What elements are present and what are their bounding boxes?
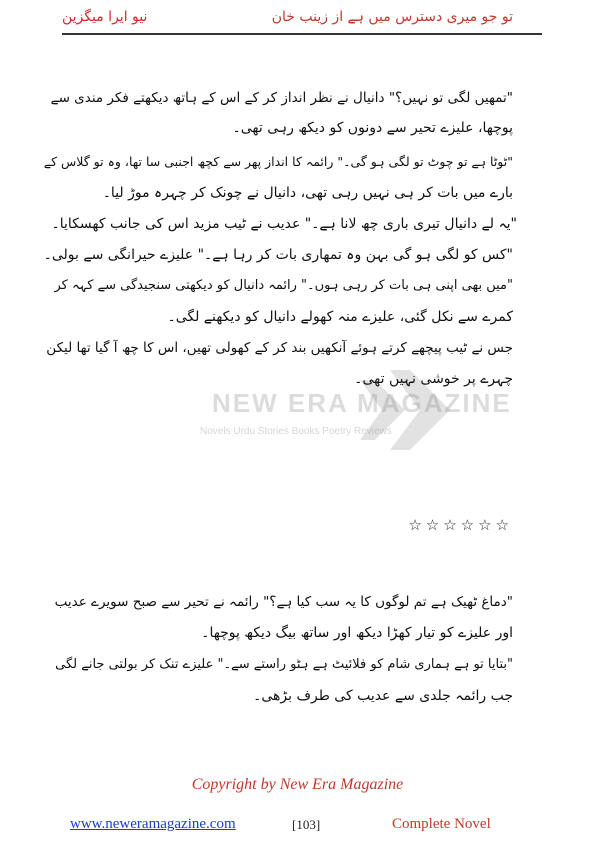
header-brand: نیو ایرا میگزین — [62, 9, 148, 25]
copyright-notice: Copyright by New Era Magazine — [191, 776, 404, 793]
text-line: کمرے سے نکل گئی، علیزے منہ کھولے دانیال کو دیکھنے لگی۔ — [167, 309, 513, 325]
text-line: "بتایا تو ہے ہماری شام کو فلائیٹ ہے ہٹو راستے سے۔" علیزے تنک کر بولتی جانے لگی — [55, 657, 513, 672]
text-line: "یہ لے دانیال تیری باری چھ لانا ہے۔" عدیب نے ٹیب مزید اس کی جانب کھسکایا۔ — [51, 216, 517, 232]
text-line: "کس کو لگی ہو گی بہن وہ تمھاری بات کر رہا ہے۔" علیزے حیرانگی سے بولی۔ — [43, 247, 513, 263]
text-line: "دماغ ٹھیک ہے تم لوگوں کا یہ سب کیا ہے؟" رائمہ نے تحیر سے صبح سویرے عدیب — [54, 594, 513, 610]
header-novel-title: تو جو میری دسترس میں ہے از زینب خان — [271, 9, 513, 25]
header-divider — [62, 33, 542, 35]
section-separator: ☆☆☆☆☆☆ — [408, 516, 513, 534]
text-line: اور علیزے کو تیار کھڑا دیکھ اور ساتھ بیگ دیکھ پوچھا۔ — [201, 625, 513, 641]
text-line: پوچھا، علیزے تحیر سے دونوں کو دیکھ رہی تھی۔ — [232, 120, 513, 136]
watermark-subtext: Novels Urdu Stories Books Poetry Reviews — [200, 426, 392, 437]
text-line: بارے میں بات کر ہی نہیں رہی تھی، دانیال نے چونک کر چہرہ موڑ لیا۔ — [102, 185, 513, 201]
text-line: "میں بھی اپنی ہی بات کر رہی ہوں۔" رائمہ دانیال کو دیکھتی سنجیدگی سے کہہ کر — [54, 278, 513, 293]
footer-label: Complete Novel — [392, 816, 491, 832]
text-line: چہرے پر خوشی نہیں تھی۔ — [354, 371, 513, 387]
page-number: [103] — [292, 817, 321, 832]
website-link[interactable]: www.neweramagazine.com — [70, 816, 236, 832]
watermark-text: NEW ERA MAGAZINE — [212, 388, 512, 418]
text-line: جب رائمہ جلدی سے عدیب کی طرف بڑھی۔ — [253, 688, 513, 704]
text-line: "ٹوٹا ہے تو چوٹ تو لگی ہو گی۔" رائمہ کا انداز پھر سے کچھ اجنبی سا تھا، وہ تو گلاس کے — [43, 154, 513, 169]
text-line: "تمھیں لگی تو نہیں؟" دانیال نے نظر انداز کر کے اس کے ہاتھ دیکھتے فکر مندی سے — [50, 90, 513, 106]
text-line: جس نے ٹیب پیچھے کرتے ہوئے آنکھیں بند کر کے کھولی تھیں، اس کا چھ آ گیا تھا لیکن — [46, 340, 513, 356]
